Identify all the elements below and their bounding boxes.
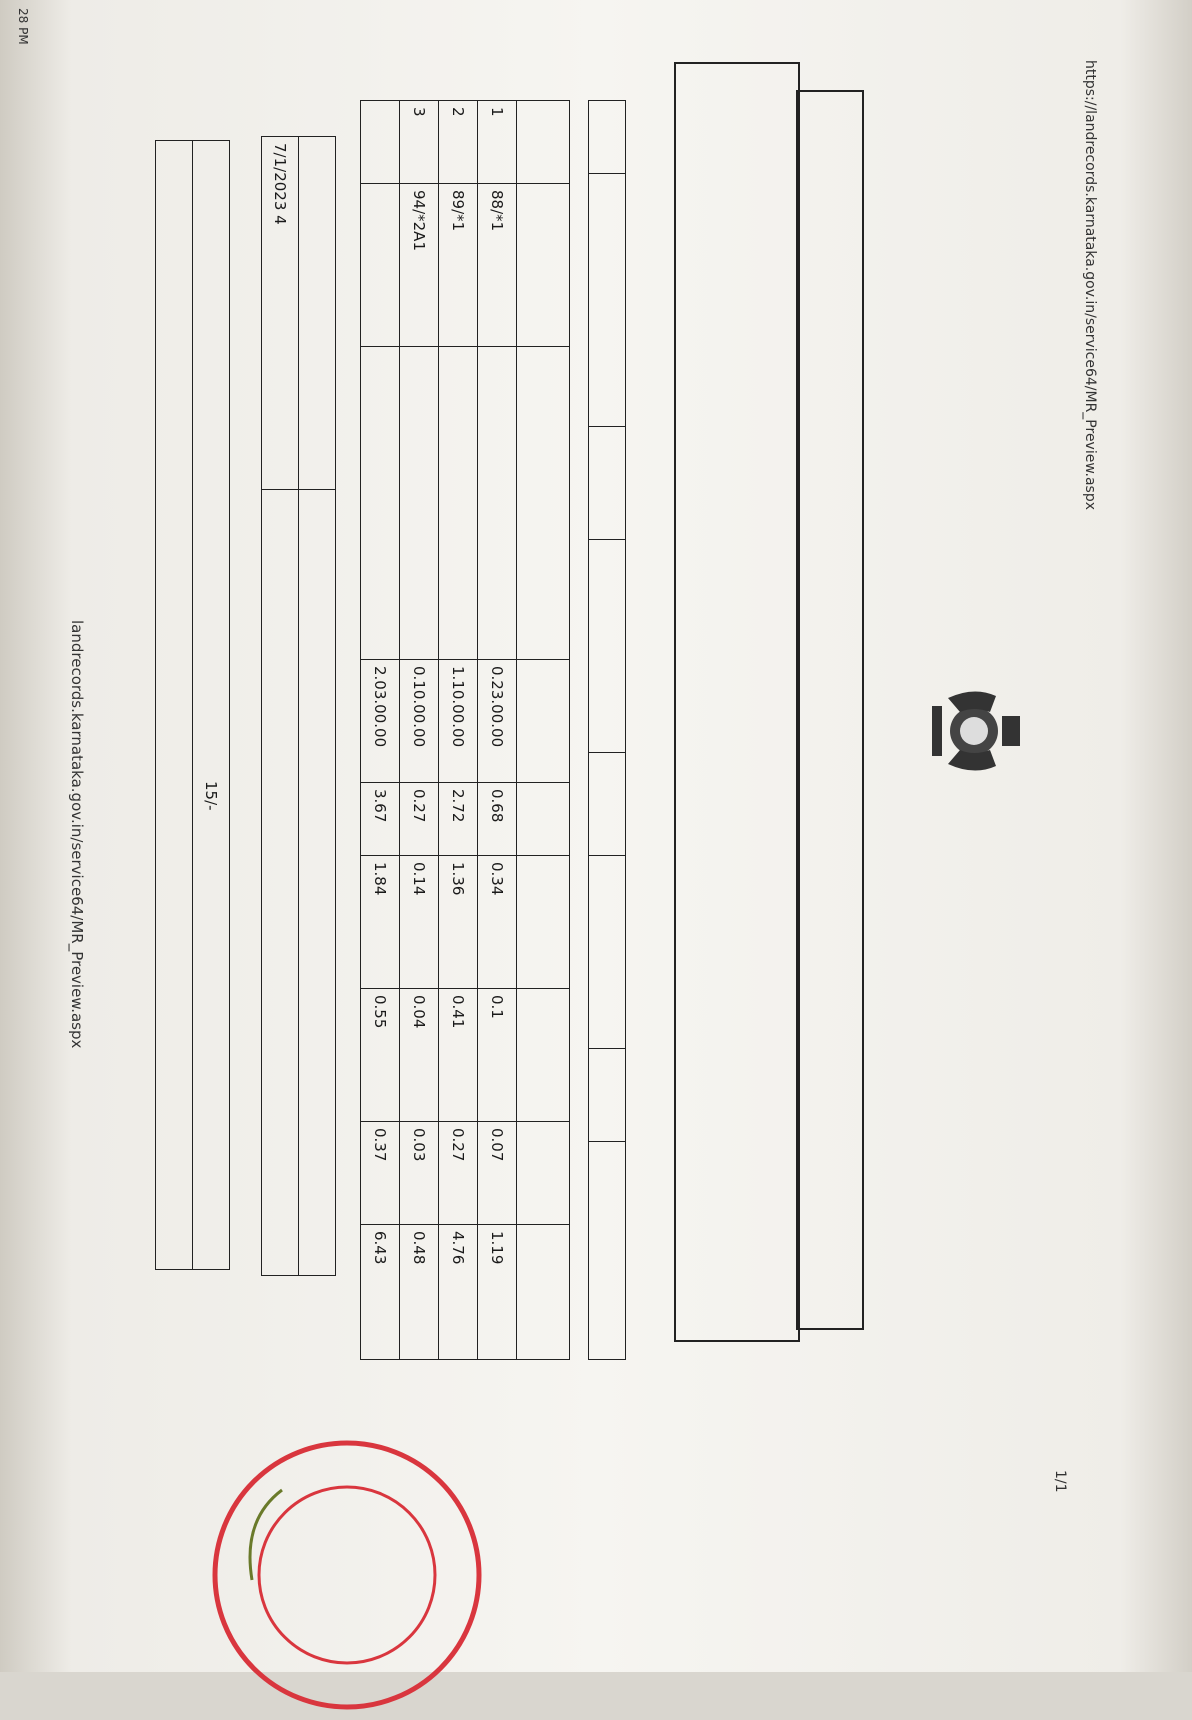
column-header: [517, 856, 570, 989]
location-info-table: [588, 100, 626, 1360]
cell-owner: [478, 347, 517, 660]
district-value: [589, 174, 626, 427]
total-label: [361, 347, 400, 660]
column-header: [517, 1225, 570, 1360]
cell-assessment: 0.27: [400, 783, 439, 856]
cell-tax1: 0.14: [400, 856, 439, 989]
cell-extent: 0.23.00.00: [478, 660, 517, 783]
total-total: 6.43: [361, 1225, 400, 1360]
cell-tax2: 0.41: [439, 989, 478, 1122]
sign-cell: [262, 490, 299, 1276]
cell-assessment: 2.72: [439, 783, 478, 856]
cell-owner: [400, 347, 439, 660]
subtitle-box: [796, 90, 864, 1330]
table-row: [439, 101, 478, 1360]
cell-sl: 3: [400, 101, 439, 184]
cell-tax2: 0.1: [478, 989, 517, 1122]
title-box: [674, 62, 800, 1342]
cell-extent: 1.10.00.00: [439, 660, 478, 783]
cell-tax3: 0.27: [439, 1122, 478, 1225]
officer-cell: [299, 490, 336, 1276]
cell-survey: 94/*2A1: [400, 184, 439, 347]
cell-tax2: 0.04: [400, 989, 439, 1122]
hobli-value: [589, 856, 626, 1049]
copy-cell: [156, 141, 193, 1270]
total-extent: 2.03.00.00: [361, 660, 400, 783]
cell-total: 0.48: [400, 1225, 439, 1360]
date-cell: 7/1/2023 4: [262, 137, 299, 490]
print-time: 28 PM: [16, 8, 30, 45]
table-row: [400, 101, 439, 1360]
column-header: [517, 989, 570, 1122]
cell-assessment: 0.68: [478, 783, 517, 856]
village-label: [589, 1049, 626, 1142]
total-assessment: 3.67: [361, 783, 400, 856]
cell-total: 1.19: [478, 1225, 517, 1360]
fee-cell: 15/-: [193, 141, 230, 1270]
notary-stamp: [202, 1430, 492, 1720]
table-header-row: [517, 101, 570, 1360]
records-table: [360, 100, 570, 1360]
column-header: [517, 660, 570, 783]
column-header: [517, 783, 570, 856]
cell-sl: 1: [478, 101, 517, 184]
cell-tax1: 0.34: [478, 856, 517, 989]
hobli-label: [589, 753, 626, 856]
cell-total: 4.76: [439, 1225, 478, 1360]
cell-survey: 88/*1: [478, 184, 517, 347]
total-tax1: 1.84: [361, 856, 400, 989]
emblem-icon: [922, 676, 1026, 786]
place-date-table: [261, 136, 336, 1276]
column-header: [517, 347, 570, 660]
district-label: [589, 101, 626, 174]
column-header: [517, 1122, 570, 1225]
cell-tax3: 0.03: [400, 1122, 439, 1225]
cell-sl: 2: [439, 101, 478, 184]
table-row: [478, 101, 517, 1360]
header-url: landrecords.karnataka.gov.in/service64/MR_Preview.aspx: [68, 620, 86, 1049]
taluk-label: [589, 427, 626, 540]
footer-url: https://landrecords.karnataka.gov.in/service64/MR_Preview.aspx: [1082, 60, 1098, 511]
cell-extent: 0.10.00.00: [400, 660, 439, 783]
total-tax3: 0.37: [361, 1122, 400, 1225]
column-header: [517, 101, 570, 184]
cell-survey: 89/*1: [439, 184, 478, 347]
column-header: [517, 184, 570, 347]
place-cell: [299, 137, 336, 490]
total-tax2: 0.55: [361, 989, 400, 1122]
taluk-value: [589, 540, 626, 753]
cell-owner: [439, 347, 478, 660]
footer-page-number: 1/1: [1052, 1470, 1068, 1493]
cell-tax3: 0.07: [478, 1122, 517, 1225]
table-total-row: [361, 101, 400, 1360]
cell-tax1: 1.36: [439, 856, 478, 989]
village-value: [589, 1142, 626, 1360]
fee-table: [155, 140, 230, 1270]
